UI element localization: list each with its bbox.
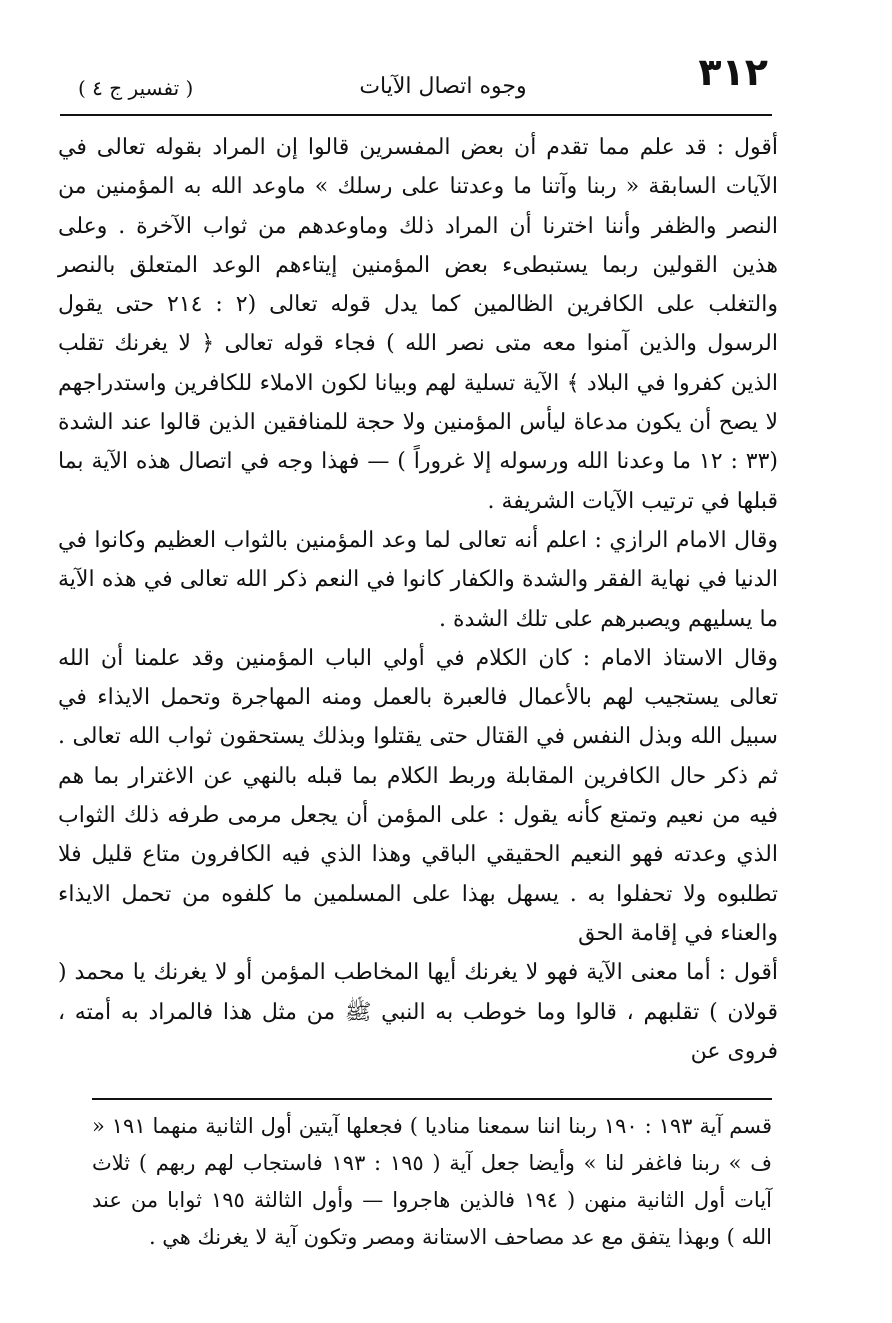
body-paragraph: وقال الاستاذ الامام : كان الكلام في أولي الباب المؤمنين وقد علمنا أن الله تعالى يستجيب لهم بالأعمال فالعبرة بالعمل ومنه المهاجرة وتحمل الايذاء في سبيل الله وبذل النفس في القتال حتى يقتلوا وبذلك يستحقون ثواب الله تعالى . ثم ذكر حال الكافرين المقابلة وربط الكلام بما قبله بالنهي عن الاغترار بما هم فيه من نعيم وتمتع كأنه يقول : على المؤمن أن يجعل مرمى طرفه ذلك الثواب الذي وعدته فهو النعيم الحقيقي الباقي وهذا الذي فيه الكافرون متاع قليل فلا تطلبوه ولا تحفلوا به . يسهل بهذا على المسلمين ما كلفوه من تحمل الايذاء والعناء في إقامة الحق [58, 645, 778, 946]
page-number: ٣١٢ [698, 50, 768, 94]
footnote-text: قسم آية ١٩٣ : ١٩٠ ربنا اننا سمعنا مناديا ) فجعلها آيتين أول الثانية منهما ١٩١ « ف » ربنا فاغفر لنا » وأيضا جعل آية ( ١٩٥ : ١٩٣ فاستجاب لهم ربهم ) ثلاث آيات أول الثانية منهن ( ١٩٤ فالذين هاجروا — وأول الثالثة ١٩٥ ثوابا من عند الله ) وبهذا يتفق مع عد مصاحف الاستانة ومصر وتكون آية لا يغرنك هي . [92, 1114, 773, 1249]
body-paragraph: أقول : قد علم مما تقدم أن بعض المفسرين قالوا إن المراد بقوله تعالى في الآيات السابقة « ربنا وآتنا ما وعدتنا على رسلك » ماوعد الله به المؤمنين من النصر والظفر وأننا اخترنا أن المراد ذلك وماوعدهم من ثواب الآخرة . وعلى هذين القولين ربما يستبطىء بعض المؤمنين إيتاءهم الوعد المتعلق بالنصر والتغلب على الكافرين الظالمين كما يدل قوله تعالى (٢ : ٢١٤ حتى يقول الرسول والذين آمنوا معه متى نصر الله ) فجاء قوله تعالى ﴿ لا يغرنك تقلب الذين كفروا في البلاد ﴾ الآية تسلية لهم وبيانا لكون الاملاء للكافرين واستدراجهم لا يصح أن يكون مدعاة ليأس المؤمنين ولا حجة للمنافقين الذين قالوا عند الشدة (٣٣ : ١٢ ما وعدنا الله ورسوله إلا غروراً ) — فهذا وجه في اتصال هذه الآية بما قبلها في ترتيب الآيات الشريفة . [58, 135, 778, 514]
body-text [58, 128, 778, 1071]
volume-label: ( تفسير ج ٤ ) [78, 76, 194, 100]
body-paragraph: وقال الامام الرازي : اعلم أنه تعالى لما وعد المؤمنين بالثواب العظيم وكانوا في الدنيا في نهاية الفقر والشدة والكفار كانوا في النعم ذكر الله تعالى في هذه الآية ما يسليهم ويصبرهم على تلك الشدة . [58, 527, 778, 632]
running-title: وجوه اتصال الآيات [359, 74, 527, 99]
footnotes [92, 1108, 772, 1256]
header-rule [60, 114, 772, 116]
body-paragraph: أقول : أما معنى الآية فهو لا يغرنك أيها المخاطب المؤمن أو لا يغرنك يا محمد ( قولان ) تقلبهم ، قالوا وما خوطب به النبي ﷺ من مثل هذا فالمراد به أمته ، فروى عن [58, 960, 778, 1064]
page-header [78, 50, 768, 110]
footnote-rule [92, 1098, 772, 1100]
